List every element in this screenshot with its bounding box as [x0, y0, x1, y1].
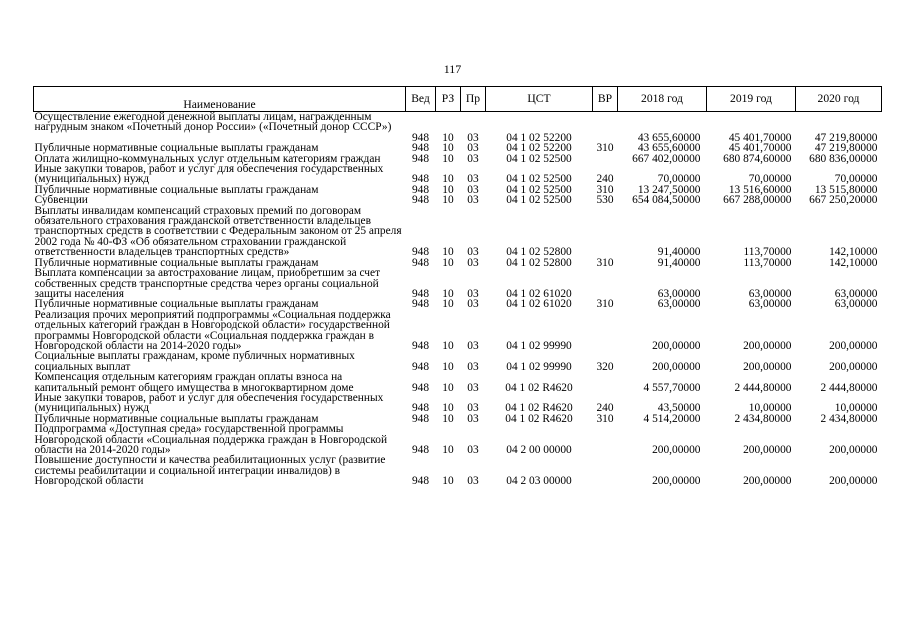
row-value-2018: 4 514,20000 [643, 412, 701, 425]
row-value-2018: 43 655,60000 [637, 142, 701, 155]
row-value-2018: 91,40000 [657, 256, 701, 269]
row-rz: 10 [442, 256, 454, 269]
row-cst: 04 1 02 52800 [506, 246, 572, 259]
row-cst: 04 1 02 99990 [506, 339, 572, 352]
row-rz: 10 [442, 298, 454, 311]
table-row [34, 164, 882, 185]
row-ved: 948 [411, 444, 430, 456]
row-value-2018: 200,00000 [652, 339, 701, 352]
row-value-2020: 10,00000 [834, 402, 878, 415]
row-name: Публичные нормативные социальные выплаты гражданам [34, 256, 319, 269]
row-name: Публичные нормативные социальные выплаты гражданам [34, 142, 319, 155]
budget-table [33, 86, 882, 487]
row-vr: 310 [596, 183, 614, 196]
row-cst: 04 1 02 52500 [506, 152, 572, 165]
row-value-2019: 200,00000 [743, 475, 792, 488]
table-row [34, 310, 882, 352]
row-pr: 03 [467, 287, 479, 300]
row-rz: 10 [442, 246, 454, 259]
row-rz: 10 [442, 339, 454, 352]
row-vr: 310 [596, 256, 614, 269]
row-pr: 03 [467, 360, 479, 373]
row-ved: 948 [411, 131, 430, 144]
row-pr: 03 [467, 256, 479, 269]
row-rz [436, 112, 461, 133]
row-ved: 948 [411, 339, 430, 352]
row-rz: 10 [442, 381, 454, 394]
row-value-2020: 63,00000 [834, 298, 878, 311]
row-value-2020: 667 250,20000 [809, 194, 878, 207]
row-name: Субвенции [34, 194, 88, 207]
row-value-2019: 63,00000 [748, 298, 792, 311]
row-name: Иные закупки товаров, работ и услуг для обеспечения государственных (муниципальных) нужд [34, 163, 384, 186]
row-cst: 04 1 02 R4620 [505, 402, 573, 415]
row-value-2020: 13 515,80000 [814, 183, 878, 196]
row-value-2018: 91,40000 [657, 246, 701, 259]
row-pr: 03 [467, 152, 479, 165]
row-cst: 04 1 02 61020 [506, 298, 572, 311]
col-header-rz: РЗ [436, 87, 461, 112]
col-header-2019: 2019 год [707, 87, 796, 112]
row-rz: 10 [442, 402, 454, 415]
row-value-2019: 680 874,60000 [723, 152, 792, 165]
row-value-2020: 142,10000 [829, 256, 878, 269]
row-name: Осуществление ежегодной денежной выплаты лицам, награжденным нагрудным знаком «Почетный донор России» («Почетный донор СССР») [34, 111, 392, 134]
col-header-pr: Пр [461, 87, 486, 112]
row-rz: 10 [442, 444, 454, 456]
row-name: Выплата компенсации за автострахование лицам, приобретшим за счет собственных средств транспортные средства через органы социальной защиты населения [34, 267, 381, 300]
row-value-2019: 70,00000 [748, 173, 792, 186]
row-ved: 948 [411, 298, 430, 311]
row-cst: 04 1 02 52500 [506, 194, 572, 207]
table-row [34, 424, 882, 455]
row-name: Реализация прочих мероприятий подпрограммы «Социальная поддержка отдельных категорий граждан в Новгородской области» государственной программы Новгородской области «Социальная поддержка граждан в Новгородской области на 2014-2020 годы» [34, 308, 391, 352]
row-cst: 04 1 02 52500 [506, 183, 572, 196]
row-value-2018: 654 084,50000 [632, 194, 701, 207]
row-name: Повышение доступности и качества реабилитационных услуг (развитие системы реабилитации и социальной интеграции инвалидов) в Новгородской области [34, 454, 386, 488]
row-rz: 10 [442, 412, 454, 425]
row-vr: 240 [596, 173, 614, 186]
row-pr [461, 112, 486, 133]
col-header-vr: ВР [593, 87, 618, 112]
row-value-2019 [707, 112, 796, 133]
row-value-2019: 10,00000 [748, 402, 792, 415]
row-value-2018: 200,00000 [652, 444, 701, 456]
row-ved: 948 [411, 173, 430, 186]
row-value-2018: 667 402,00000 [632, 152, 701, 165]
row-value-2018: 63,00000 [657, 287, 701, 300]
row-ved: 948 [411, 360, 430, 373]
row-value-2020: 2 444,80000 [820, 381, 878, 394]
row-vr [593, 268, 618, 299]
row-value-2019: 2 434,80000 [734, 412, 792, 425]
row-name: Оплата жилищно-коммунальных услуг отдельным категориям граждан [34, 152, 381, 165]
row-rz: 10 [442, 475, 454, 488]
row-value-2019: 667 288,00000 [723, 194, 792, 207]
row-value-2019: 113,70000 [743, 256, 792, 269]
row-ved: 948 [411, 475, 430, 488]
row-pr: 03 [467, 412, 479, 425]
row-ved: 948 [411, 287, 430, 300]
row-name: Выплаты инвалидам компенсаций страховых премий по договорам обязательного страхования гражданской ответственности владельцев транспортных средств в соответствии с Федеральным законом от 25 апреля 2002 года № 40-ФЗ «Об обязательном страховании гражданской ответственности владельцев транспортных средств» [34, 204, 402, 259]
row-rz: 10 [442, 173, 454, 186]
row-value-2018: 4 557,70000 [643, 381, 701, 394]
row-value-2018: 43,50000 [657, 402, 701, 415]
row-value-2020: 70,00000 [834, 173, 878, 186]
table-row [34, 206, 882, 258]
row-cst: 04 1 02 52800 [506, 256, 572, 269]
row-value-2020: 200,00000 [829, 475, 878, 488]
row-pr: 03 [467, 381, 479, 394]
row-value-2018: 63,00000 [657, 298, 701, 311]
row-name: Компенсация отдельным категориям граждан оплаты взноса на капитальный ремонт общего имущества в многоквартирном доме [34, 371, 354, 394]
row-value-2020: 200,00000 [829, 360, 878, 373]
table-row [34, 351, 882, 372]
row-vr: 240 [596, 402, 614, 415]
row-value-2019: 200,00000 [743, 444, 792, 456]
table-row [34, 372, 882, 393]
row-pr: 03 [467, 131, 479, 144]
row-value-2018: 70,00000 [657, 173, 701, 186]
row-vr: 530 [596, 194, 614, 207]
row-name: Иные закупки товаров, работ и услуг для обеспечения государственных (муниципальных) нужд [34, 391, 384, 415]
row-rz: 10 [442, 131, 454, 144]
row-ved: 948 [411, 381, 430, 394]
row-value-2019: 200,00000 [743, 339, 792, 352]
row-value-2019: 45 401,70000 [728, 142, 792, 155]
row-pr: 03 [467, 194, 479, 207]
row-value-2020: 47 219,80000 [814, 131, 878, 144]
col-header-2020: 2020 год [796, 87, 882, 112]
row-ved: 948 [411, 142, 430, 155]
row-pr: 03 [467, 246, 479, 259]
row-cst: 04 1 02 52500 [506, 173, 572, 186]
row-pr: 03 [467, 444, 479, 456]
row-value-2018 [618, 112, 707, 133]
row-ved: 948 [411, 194, 430, 207]
row-value-2019: 13 516,60000 [728, 183, 792, 196]
row-name: Подпрограмма «Доступная среда» государственной программы Новгородской области «Социальная поддержка граждан в Новгородской области на 2014-2020 годы» [34, 423, 388, 456]
row-pr: 03 [467, 183, 479, 196]
row-vr [593, 455, 618, 486]
row-value-2018: 200,00000 [652, 360, 701, 373]
table-row [34, 455, 882, 486]
row-vr: 310 [596, 142, 614, 155]
row-cst: 04 2 00 00000 [506, 444, 572, 456]
row-vr [593, 154, 618, 164]
table-header-row [34, 87, 882, 112]
row-ved: 948 [411, 246, 430, 259]
row-vr [593, 206, 618, 258]
page-number: 117 [443, 62, 462, 76]
row-name: Публичные нормативные социальные выплаты гражданам [34, 183, 319, 196]
row-vr [593, 112, 618, 133]
row-value-2018: 13 247,50000 [637, 183, 701, 196]
row-value-2018: 200,00000 [652, 475, 701, 488]
row-cst: 04 1 02 99990 [506, 360, 572, 373]
row-value-2020: 47 219,80000 [814, 142, 878, 155]
row-value-2019: 113,70000 [743, 246, 792, 259]
row-pr: 03 [467, 402, 479, 415]
row-ved: 948 [411, 152, 430, 165]
row-cst: 04 1 02 R4620 [505, 412, 573, 425]
row-value-2020: 200,00000 [829, 339, 878, 352]
row-rz: 10 [442, 152, 454, 165]
row-name: Социальные выплаты гражданам, кроме публичных нормативных социальных выплат [34, 350, 355, 373]
row-value-2019: 45 401,70000 [728, 131, 792, 144]
row-name: Публичные нормативные социальные выплаты гражданам [34, 298, 319, 311]
row-value-2020: 680 836,00000 [809, 152, 878, 165]
row-value-2019: 2 444,80000 [734, 381, 792, 394]
row-rz: 10 [442, 183, 454, 196]
row-ved [406, 112, 436, 133]
row-vr: 310 [596, 298, 614, 311]
row-name: Публичные нормативные социальные выплаты гражданам [34, 412, 319, 425]
row-pr: 03 [467, 339, 479, 352]
col-header-2018: 2018 год [618, 87, 707, 112]
col-header-name: Наименование [34, 87, 406, 112]
col-header-cst: ЦСТ [486, 87, 593, 112]
table-row [34, 112, 882, 133]
row-cst: 04 1 02 61020 [506, 287, 572, 300]
row-value-2018: 43 655,60000 [637, 131, 701, 144]
row-ved: 948 [411, 256, 430, 269]
table-row [34, 268, 882, 299]
row-pr: 03 [467, 475, 479, 488]
row-value-2020: 63,00000 [834, 287, 878, 300]
row-value-2019: 63,00000 [748, 287, 792, 300]
row-rz: 10 [442, 287, 454, 300]
row-value-2020: 200,00000 [829, 444, 878, 456]
row-ved: 948 [411, 412, 430, 425]
row-vr [593, 372, 618, 393]
row-cst [486, 112, 593, 133]
row-cst: 04 1 02 52200 [506, 131, 572, 144]
row-rz: 10 [442, 194, 454, 207]
row-value-2019: 200,00000 [743, 360, 792, 373]
row-cst: 04 2 03 00000 [506, 475, 572, 488]
row-rz: 10 [442, 142, 454, 155]
row-pr: 03 [467, 173, 479, 186]
row-vr [593, 310, 618, 352]
row-vr: 320 [596, 360, 614, 373]
row-ved: 948 [411, 183, 430, 196]
row-cst: 04 1 02 R4620 [505, 381, 573, 394]
col-header-ved: Вед [406, 87, 436, 112]
row-rz: 10 [442, 360, 454, 373]
row-vr [593, 424, 618, 455]
row-cst: 04 1 02 52200 [506, 142, 572, 155]
row-value-2020 [796, 112, 882, 133]
row-value-2020: 2 434,80000 [820, 412, 878, 425]
row-vr: 310 [596, 412, 614, 425]
row-value-2020: 142,10000 [829, 246, 878, 259]
row-pr: 03 [467, 298, 479, 311]
row-pr: 03 [467, 142, 479, 155]
row-ved: 948 [411, 402, 430, 415]
table-row [34, 393, 882, 414]
